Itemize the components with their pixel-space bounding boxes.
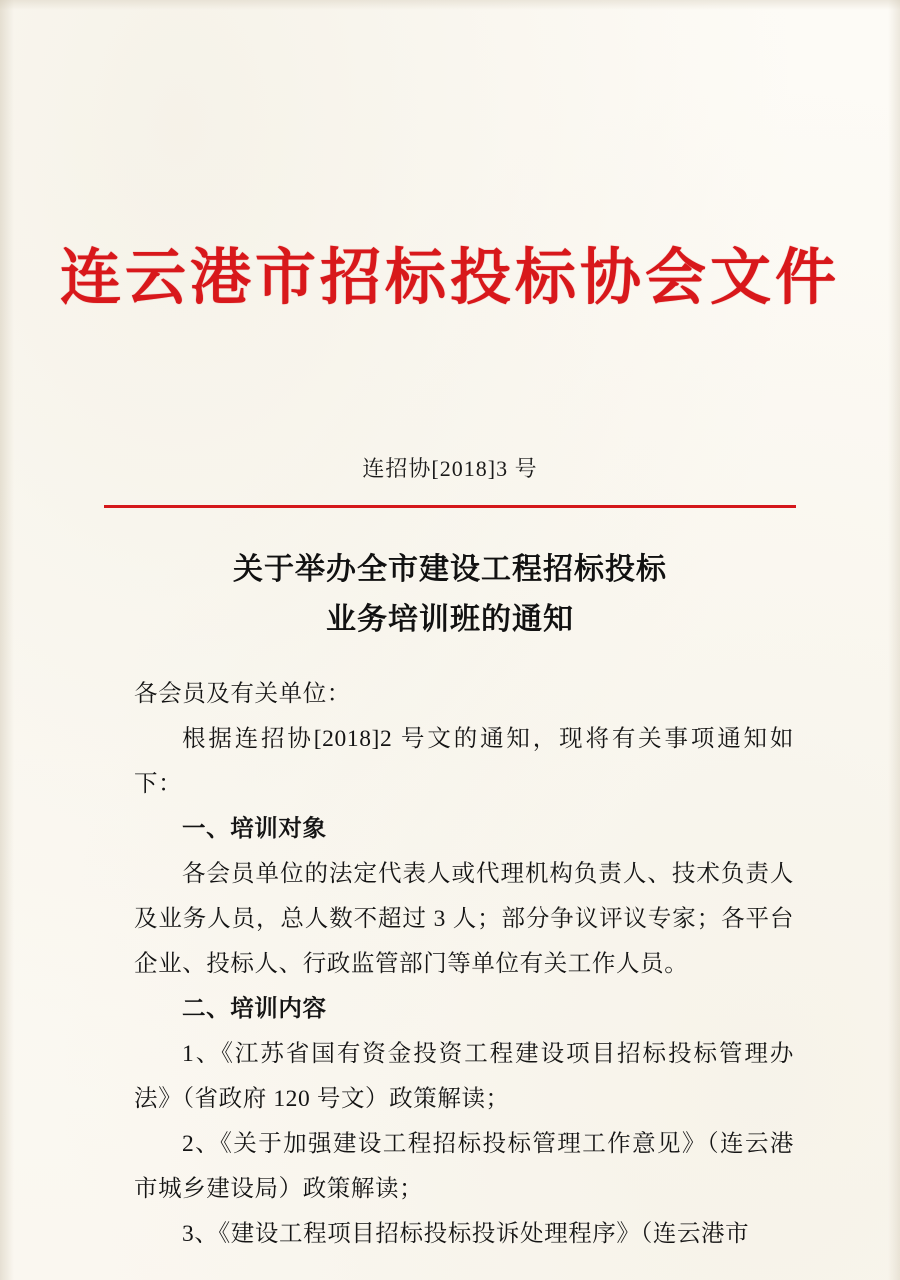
body-paragraph-item-1: 1、《江苏省国有资金投资工程建设项目招标投标管理办法》（省政府 120 号文）政策解读；	[134, 1041, 794, 1112]
body-paragraph-item-3: 3、《建设工程项目招标投标投诉处理程序》（连云港市	[182, 1221, 750, 1247]
document-header	[0, 245, 900, 312]
red-separator-rule	[104, 505, 796, 508]
section-heading-2: 二、培训内容	[182, 996, 327, 1022]
salutation: 各会员及有关单位：	[134, 681, 351, 707]
body-paragraph-item-2: 2、《关于加强建设工程招标投标管理工作意见》（连云港市城乡建设局）政策解读；	[134, 1131, 794, 1202]
document-title-line-1: 关于举办全市建设工程招标投标	[233, 553, 667, 586]
body-paragraph-trainees: 各会员单位的法定代表人或代理机构负责人、技术负责人及业务人员，总人数不超过 3 人；部分争议评议专家；各平台企业、投标人、行政监管部门等单位有关工作人员。	[134, 861, 794, 977]
paper-edge-shadow-top	[0, 0, 900, 10]
document-title-line-2: 业务培训班的通知	[326, 603, 574, 636]
issuing-organization-title: 连云港市招标投标协会文件	[59, 245, 840, 312]
body-paragraph-intro: 根据连招协[2018]2 号文的通知，现将有关事项通知如下：	[134, 726, 794, 797]
document-title	[0, 545, 900, 645]
section-heading-1: 一、培训对象	[182, 816, 327, 842]
document-body	[134, 672, 794, 1257]
document-number: 连招协[2018]3 号	[362, 456, 538, 481]
